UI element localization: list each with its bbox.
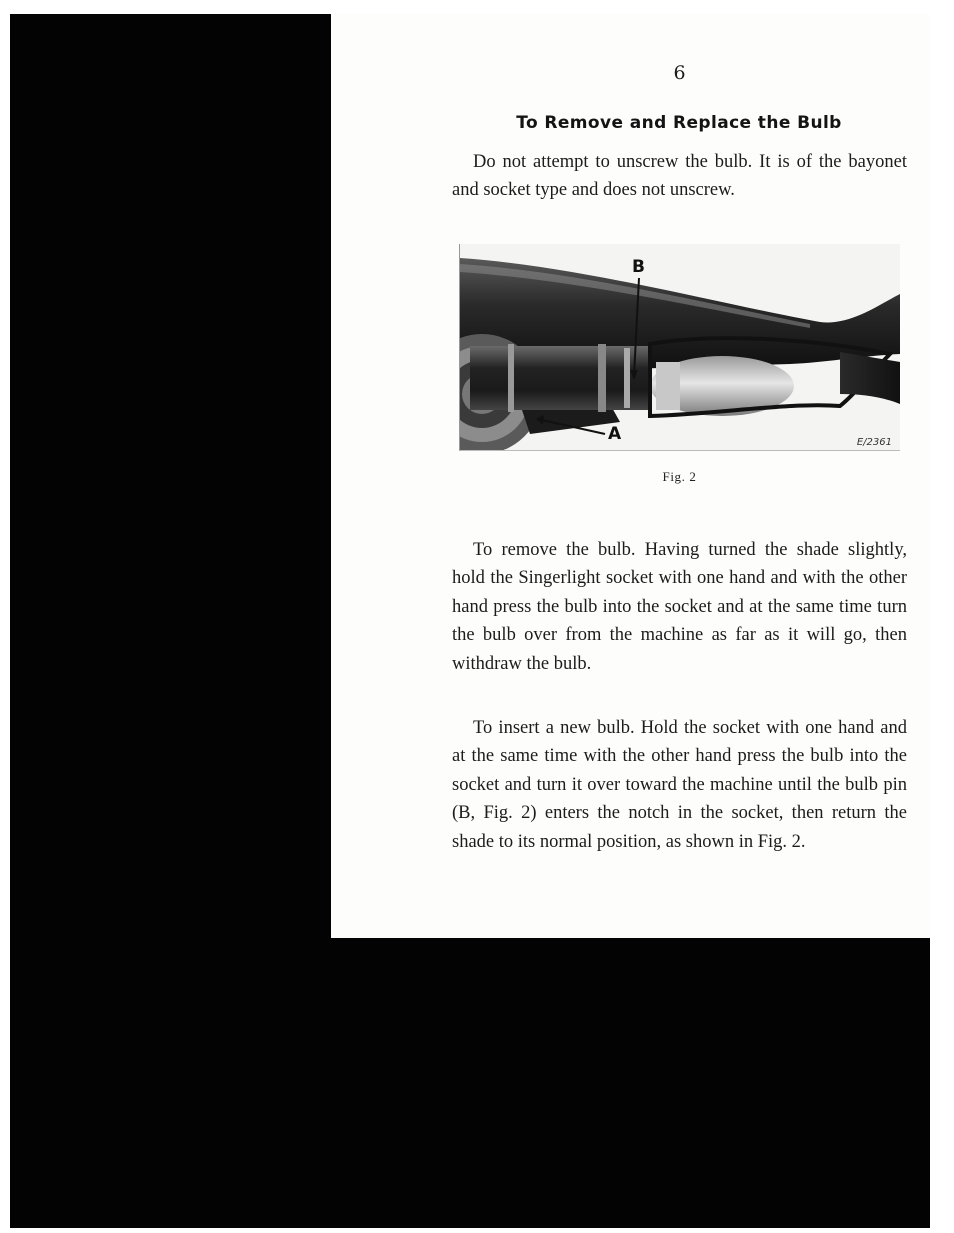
paragraph-remove <box>452 536 907 678</box>
paragraph-remove-text: To remove the bulb. Having turned the shade slightly, hold the Singerlight socket with one hand and with the other hand press the bulb into the socket and at the same time turn the bulb over from the machine as far as it will go, then withdraw the bulb. <box>452 540 907 674</box>
scan-border-bottom <box>10 938 930 1228</box>
paragraph-insert-text: To insert a new bulb. Hold the socket with one hand and at the same time with the other hand press the bulb into the socket and turn it over toward the machine until the bulb pin (B, Fig. 2) enters the notch in the socket, then return the shade to its normal position, as shown in Fig. 2. <box>452 718 907 852</box>
figure-illustration <box>459 244 900 451</box>
figure-label-b: B <box>632 257 645 277</box>
paragraph-intro-text: Do not attempt to unscrew the bulb. It is of the bayonet and socket type and does not unscrew. <box>452 152 907 201</box>
paragraph-intro <box>452 148 907 205</box>
paragraph-insert <box>452 714 907 856</box>
figure-caption: Fig. 2 <box>662 469 697 484</box>
page-number: 6 <box>673 62 686 84</box>
lamp-illustration <box>460 244 900 450</box>
figure-plate-code: E/2361 <box>856 437 892 448</box>
section-heading: To Remove and Replace the Bulb <box>516 113 842 133</box>
figure-label-a: A <box>608 424 622 444</box>
